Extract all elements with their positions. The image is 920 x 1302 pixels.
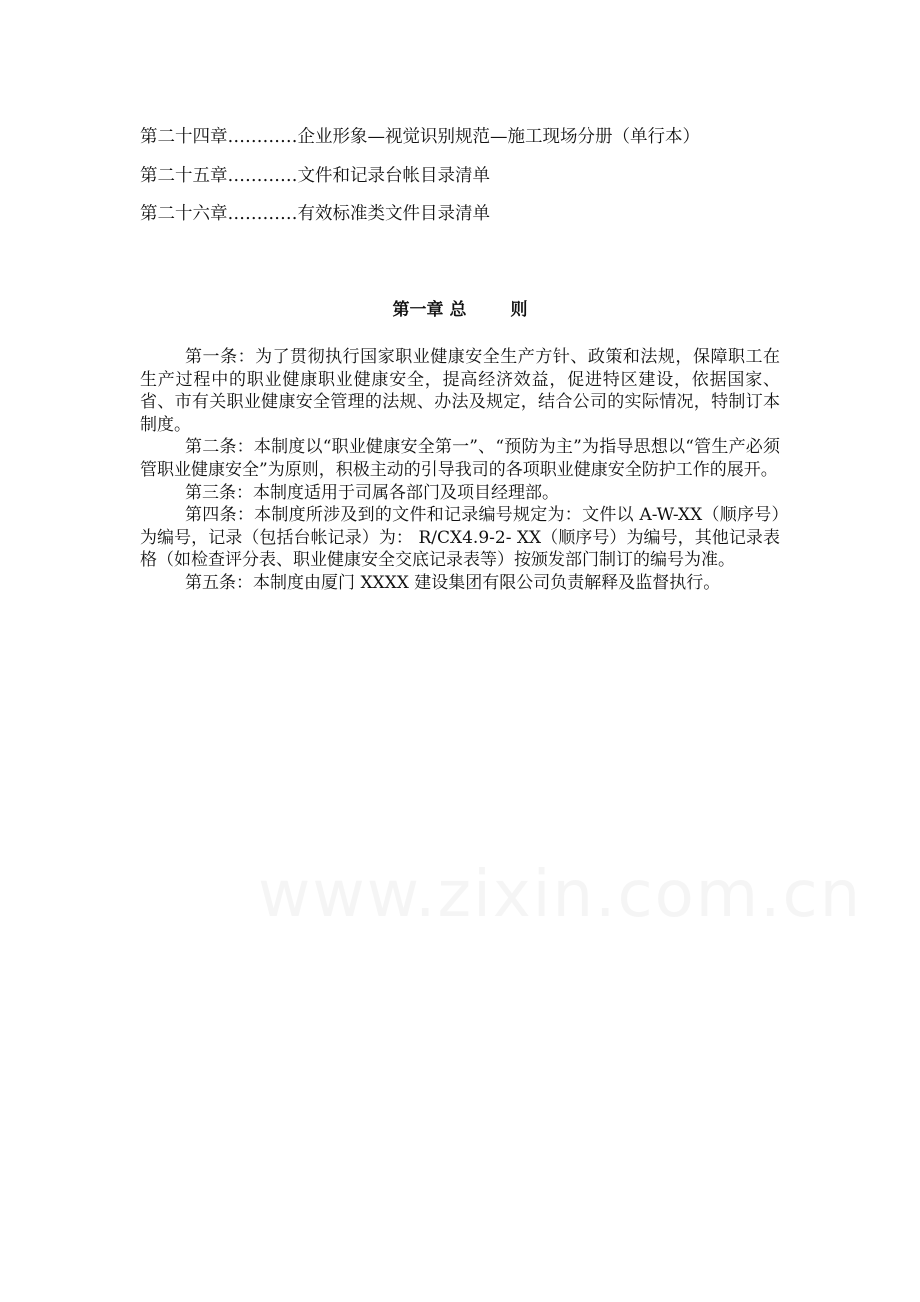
toc-leader-dots: ………… (227, 165, 298, 186)
toc-chapter-title: 有效标准类文件目录清单 (297, 204, 490, 224)
toc-leader-dots: ………… (227, 204, 298, 224)
article-3: 第三条：本制度适用于司属各部门及项目经理部。 (185, 482, 560, 503)
chapter-heading-part1: 第一章 总 (392, 300, 467, 320)
article-4: 第四条：本制度所涉及到的文件和记录编号规定为：文件以 A-W-XX（顺序号）为编号，记录（包括台帐记录）为： R/CX4.9-2- XX（顺序号）为编号，其他记录表格（如检查评分表、职业健康安全交底记录表等）按颁发部门制订的编号为准。 (140, 505, 780, 571)
article-5: 第五条：本制度由厦门 XXXX 建设集团有限公司负责解释及监督执行。 (185, 572, 721, 593)
toc-entry-26[interactable] (140, 195, 820, 234)
chapter-heading (0, 299, 920, 321)
toc-chapter-title: 企业形象—视觉识别规范—施工现场分册（单行本） (297, 127, 700, 147)
chapter-heading-part2: 则 (510, 300, 528, 320)
table-of-contents (140, 118, 820, 234)
toc-leader-dots: ………… (227, 127, 298, 147)
chapter-body (140, 346, 780, 595)
watermark: www.zixin.com.cn (258, 858, 863, 932)
toc-entry-24[interactable] (140, 118, 820, 157)
toc-entry-25[interactable] (140, 157, 820, 196)
article-2: 第二条：本制度以“职业健康安全第一”、“预防为主”为指导思想以“管生产必须管职业健康安全”为原则，积极主动的引导我司的各项职业健康安全防护工作的展开。 (140, 437, 780, 480)
toc-chapter-number: 第二十六章 (140, 204, 228, 224)
toc-chapter-title: 文件和记录台帐目录清单 (297, 165, 490, 186)
toc-chapter-number: 第二十四章 (140, 127, 228, 147)
article-1: 第一条：为了贯彻执行国家职业健康安全生产方针、政策和法规，保障职工在生产过程中的职业健康职业健康安全，提高经济效益，促进特区建设，依据国家、省、市有关职业健康安全管理的法规、办法及规定，结合公司的实际情况，特制订本制度。 (140, 347, 780, 435)
toc-chapter-number: 第二十五章 (140, 165, 228, 186)
